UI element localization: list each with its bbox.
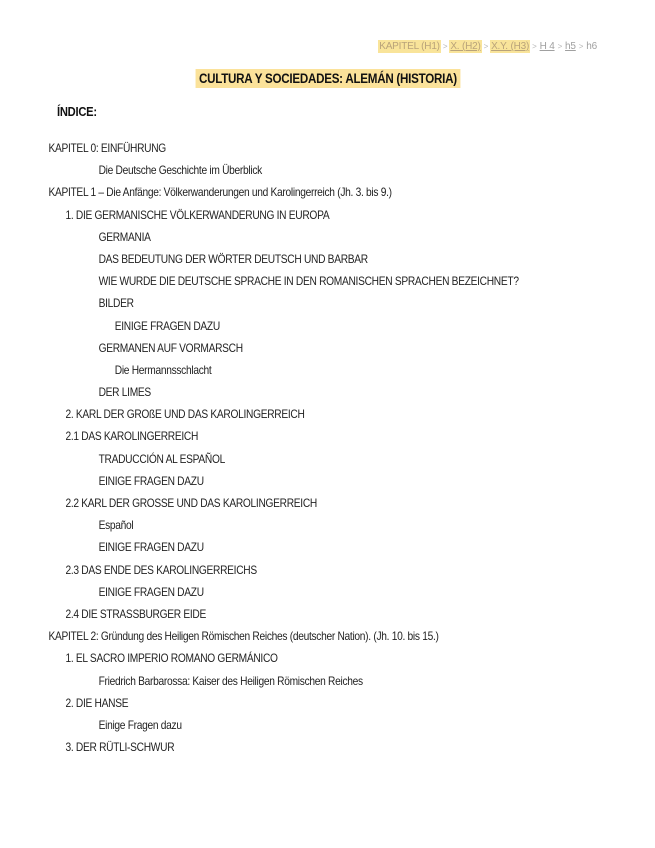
heading-legend-breadcrumb — [378, 40, 598, 53]
table-of-contents — [0, 137, 655, 758]
toc-entry-level-0[interactable]: KAPITEL 1 – Die Anfänge: Völkerwanderungen und Karolingerreich (Jh. 3. bis 9.) — [48, 185, 392, 200]
toc-entry-level-1[interactable]: 2.4 DIE STRASSBURGER EIDE — [65, 606, 206, 621]
breadcrumb-separator: > — [578, 42, 584, 51]
toc-entry-level-2[interactable]: EINIGE FRAGEN DAZU — [98, 473, 204, 488]
title-container — [0, 69, 655, 88]
toc-entry-level-2[interactable]: BILDER — [98, 296, 134, 311]
toc-entry-level-1[interactable]: 2.2 KARL DER GROSSE UND DAS KAROLINGERREICH — [65, 496, 317, 510]
breadcrumb-separator: > — [442, 42, 448, 51]
breadcrumb-separator: > — [483, 42, 489, 51]
toc-entry-level-2[interactable]: Die Deutsche Geschichte im Überblick — [98, 163, 262, 178]
toc-entry-level-1[interactable]: 1. EL SACRO IMPERIO ROMANO GERMÁNICO — [65, 651, 278, 666]
toc-entry-level-2[interactable]: Friedrich Barbarossa: Kaiser des Heiligen Römischen Reiches — [98, 673, 363, 688]
toc-entry-level-1[interactable]: 3. DER RÜTLI-SCHWUR — [65, 740, 175, 755]
toc-entry-level-3[interactable]: EINIGE FRAGEN DAZU — [114, 318, 220, 333]
toc-entry-level-1[interactable]: 2. KARL DER GROßE UND DAS KAROLINGERREICH — [65, 407, 305, 422]
document-title: CULTURA Y SOCIEDADES: ALEMÁN (HISTORIA) — [195, 69, 460, 88]
toc-entry-level-2[interactable]: Español — [98, 518, 134, 533]
toc-entry-level-0[interactable]: KAPITEL 2: Gründung des Heiligen Römischen Reiches (deutscher Nation). (Jh. 10. bis 15.) — [48, 629, 439, 644]
index-heading: ÍNDICE: — [57, 104, 97, 119]
toc-entry-level-2[interactable]: Einige Fragen dazu — [98, 717, 182, 732]
toc-entry-level-2[interactable]: GERMANEN AUF VORMARSCH — [98, 340, 243, 355]
toc-entry-level-2[interactable]: DER LIMES — [98, 385, 151, 400]
toc-entry-level-3[interactable]: Die Hermannsschlacht — [114, 362, 212, 377]
toc-entry-level-2[interactable]: TRADUCCIÓN AL ESPAÑOL — [98, 451, 225, 466]
breadcrumb-separator: > — [557, 42, 563, 51]
toc-entry-level-2[interactable]: EINIGE FRAGEN DAZU — [98, 540, 204, 555]
breadcrumb-item-h4[interactable]: H 4 — [539, 41, 555, 52]
toc-entry-level-1[interactable]: 2.3 DAS ENDE DES KAROLINGERREICHS — [65, 562, 257, 577]
toc-entry-level-2[interactable]: EINIGE FRAGEN DAZU — [98, 584, 204, 599]
breadcrumb-item-h1: KAPITEL (H1) — [379, 41, 440, 52]
toc-entry-level-2[interactable]: DAS BEDEUTUNG DER WÖRTER DEUTSCH UND BARBAR — [98, 251, 368, 266]
toc-entry-level-1[interactable]: 1. DIE GERMANISCHE VÖLKERWANDERUNG IN EUROPA — [65, 207, 330, 222]
breadcrumb-separator: > — [532, 42, 537, 51]
toc-entry-level-1[interactable]: 2. DIE HANSE — [65, 695, 129, 710]
toc-entry-level-2[interactable]: WIE WURDE DIE DEUTSCHE SPRACHE IN DEN ROMANISCHEN SPRACHEN BEZEICHNET? — [98, 274, 519, 289]
toc-entry-level-2[interactable]: GERMANIA — [98, 229, 151, 244]
breadcrumb-item-h6: h6 — [586, 41, 597, 52]
toc-entry-level-1[interactable]: 2.1 DAS KAROLINGERREICH — [65, 429, 199, 444]
toc-entry-level-0[interactable]: KAPITEL 0: EINFÜHRUNG — [48, 141, 166, 155]
breadcrumb-item-h3[interactable]: X.Y. (H3) — [491, 41, 530, 52]
breadcrumb-item-h5[interactable]: h5 — [565, 41, 576, 52]
breadcrumb-item-h2[interactable]: X. (H2) — [450, 41, 481, 52]
